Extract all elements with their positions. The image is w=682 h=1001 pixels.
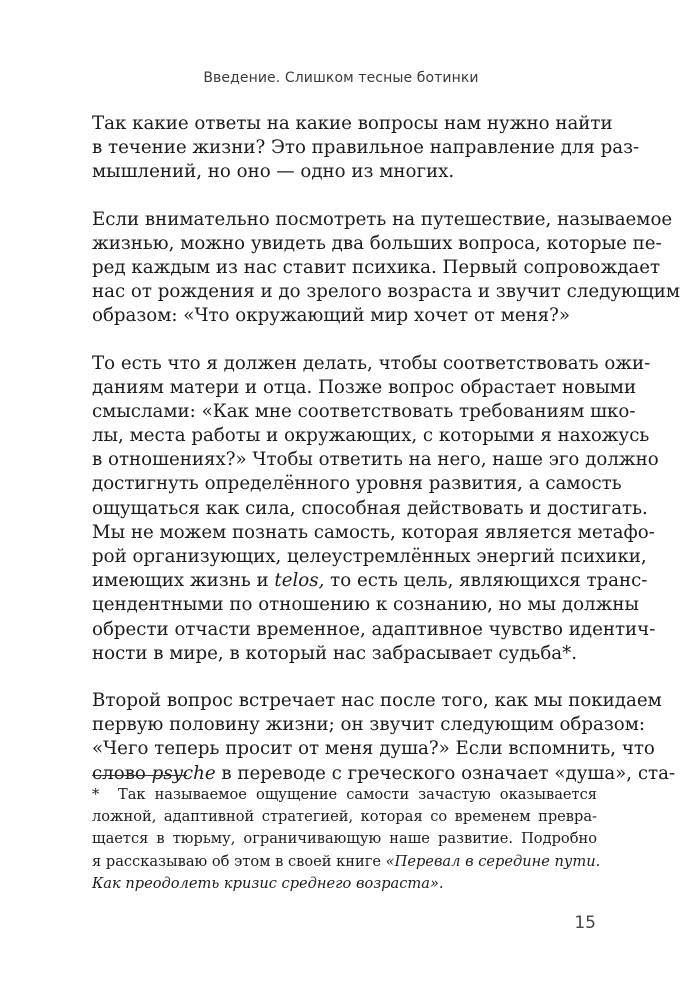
text-line: Второй вопрос встречает нас после того, как мы покидаем xyxy=(92,689,662,711)
footnote-divider xyxy=(92,775,187,776)
text-line: ности в мире, в который нас забрасывает судьба*. xyxy=(92,642,577,664)
book-title: «Перевал в середине пути. xyxy=(385,852,601,870)
paragraph xyxy=(92,112,640,185)
footnote-line: щается в тюрьму, ограничивающую наше развитие. Подробно xyxy=(92,830,597,848)
footnote-line: Как преодолеть кризис среднего возраста». xyxy=(92,874,444,892)
book-title: Как преодолеть кризис среднего возраста» xyxy=(92,874,439,892)
text-line: слово psyche в переводе с греческого означает «душа», ста- xyxy=(92,762,676,784)
text-line: Если внимательно посмотреть на путешествие, называемое xyxy=(92,208,673,230)
text-line: Мы не можем познать самость, которая является метафо- xyxy=(92,521,655,543)
text-line: Так какие ответы на какие вопросы нам нужно найти xyxy=(92,113,613,134)
text-line: имеющих жизнь и telos, то есть цель, являющихся транс- xyxy=(92,570,648,592)
text-line: «Чего теперь просит от меня душа?» Если вспомнить, что xyxy=(92,738,655,760)
text-line: в отношениях?» Чтобы ответить на него, наше эго должно xyxy=(92,449,659,471)
text-line: даниям матери и отца. Позже вопрос обрастает новыми xyxy=(92,376,637,398)
text-line: ред каждым из нас ставит психика. Первый сопровождает xyxy=(92,256,661,278)
text-line: цендентными по отношению к сознанию, но мы должны xyxy=(92,594,639,616)
paragraph xyxy=(92,352,659,666)
text-line: То есть что я должен делать, чтобы соответствовать ожи- xyxy=(92,352,651,374)
text-line: рой организующих, целеустремлённых энергий психики, xyxy=(92,546,647,567)
text-line: смыслами: «Как мне соответствовать требованиям шко- xyxy=(92,400,636,422)
text-line: ощущаться как сила, способная действовать и достигать. xyxy=(92,497,648,519)
footnote-line: я рассказываю об этом в своей книге «Перевал в середине пути. xyxy=(92,852,601,870)
text-line: образом: «Что окружающий мир хочет от меня?» xyxy=(92,305,570,327)
paragraph xyxy=(92,208,681,329)
footnote-line: * Так называемое ощущение самости зачастую оказывается xyxy=(92,784,597,806)
text-line: первую половину жизни; он звучит следующим образом: xyxy=(92,714,645,736)
italic-term: psyche xyxy=(151,762,216,784)
footnote-line: ложной, адаптивной стратегией, которая со временем превра- xyxy=(92,808,597,826)
footnote xyxy=(92,784,601,895)
text-line: обрести отчасти временное, адаптивное чувство идентич- xyxy=(92,618,656,640)
main-text xyxy=(92,112,681,786)
text-line: достигнуть определённого уровня развития, а самость xyxy=(92,473,622,495)
text-line: жизнью, можно увидеть два больших вопроса, которые пе- xyxy=(92,232,662,254)
text-line: нас от рождения и до зрелого возраста и звучит следующим xyxy=(92,281,681,303)
paragraph xyxy=(92,689,676,786)
footnote-marker: * xyxy=(92,786,100,803)
italic-term: telos, xyxy=(274,570,325,592)
page-number: 15 xyxy=(574,913,596,933)
text-line: мышлений, но оно — одно из многих. xyxy=(92,161,455,183)
running-header: Введение. Слишком тесные ботинки xyxy=(203,70,479,86)
text-line: в течение жизни? Это правильное направление для раз- xyxy=(92,137,640,159)
text-line: лы, места работы и окружающих, с которыми я нахожусь xyxy=(92,425,650,447)
